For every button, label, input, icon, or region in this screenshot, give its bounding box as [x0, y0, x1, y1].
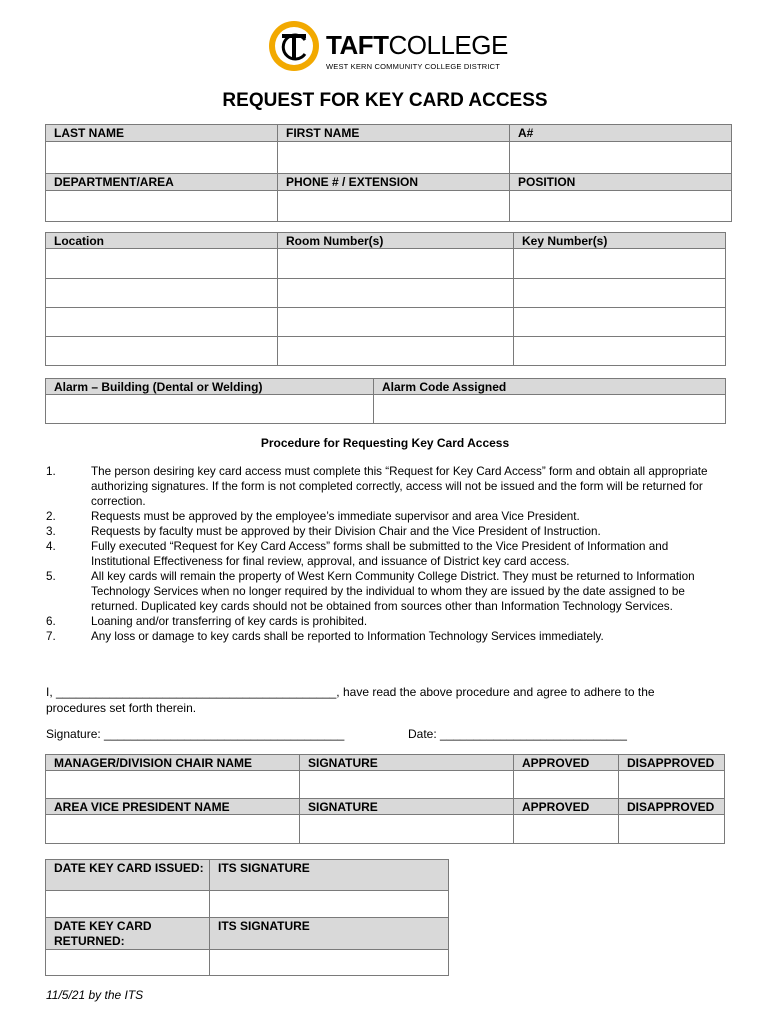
- last-name-field[interactable]: [46, 142, 278, 174]
- key-number-field[interactable]: [514, 308, 726, 337]
- location-field[interactable]: [46, 308, 278, 337]
- vp-disapproved-field[interactable]: [619, 815, 725, 844]
- its-signature-issued-field[interactable]: [210, 891, 449, 918]
- approval-table: [45, 754, 725, 844]
- procedure-item: 6. Loaning and/or transferring of key cards is prohibited.: [46, 615, 368, 628]
- agreement-line-continued: procedures set forth therein.: [46, 701, 197, 715]
- phone-field[interactable]: [278, 191, 510, 222]
- alarm-building-label: Alarm – Building (Dental or Welding): [46, 379, 374, 395]
- date-returned-label: DATE KEY CARD RETURNED:: [46, 918, 210, 950]
- location-field[interactable]: [46, 279, 278, 308]
- first-name-field[interactable]: [278, 142, 510, 174]
- a-number-field[interactable]: [510, 142, 732, 174]
- room-number-field[interactable]: [278, 337, 514, 366]
- phone-label: PHONE # / EXTENSION: [278, 174, 510, 191]
- date-returned-field[interactable]: [46, 950, 210, 976]
- vp-name-label: AREA VICE PRESIDENT NAME: [46, 799, 300, 815]
- room-number-field[interactable]: [278, 308, 514, 337]
- its-table: [45, 859, 449, 976]
- procedure-item: 3. Requests by faculty must be approved by their Division Chair and the Vice President of Instruction.: [46, 525, 601, 538]
- its-signature-returned-label: ITS SIGNATURE: [210, 918, 449, 950]
- footer-revision-note: 11/5/21 by the ITS: [46, 988, 144, 1002]
- its-signature-issued-label: ITS SIGNATURE: [210, 860, 449, 891]
- manager-approved-label: APPROVED: [514, 755, 619, 771]
- key-number-field[interactable]: [514, 279, 726, 308]
- department-label: DEPARTMENT/AREA: [46, 174, 278, 191]
- room-number-field[interactable]: [278, 279, 514, 308]
- date-line[interactable]: Date: ____________________________: [408, 727, 627, 741]
- first-name-label: FIRST NAME: [278, 125, 510, 142]
- alarm-code-field[interactable]: [374, 395, 726, 424]
- taft-college-seal-icon: [268, 20, 320, 72]
- manager-name-field[interactable]: [46, 771, 300, 799]
- location-table: [45, 232, 726, 366]
- signature-line[interactable]: Signature: ____________________________________: [46, 727, 345, 741]
- manager-name-label: MANAGER/DIVISION CHAIR NAME: [46, 755, 300, 771]
- alarm-building-field[interactable]: [46, 395, 374, 424]
- procedure-title: Procedure for Requesting Key Card Access: [260, 436, 510, 450]
- last-name-label: LAST NAME: [46, 125, 278, 142]
- procedure-item: 4. Fully executed “Request for Key Card Access” forms shall be submitted to the Vice President of Information and Institutional Effectiveness for final review, approval, and issuance of District key card access.: [46, 540, 669, 568]
- logo-wordmark: TAFTCOLLEGE: [326, 30, 508, 60]
- date-issued-field[interactable]: [46, 891, 210, 918]
- its-signature-returned-field[interactable]: [210, 950, 449, 976]
- date-issued-label: DATE KEY CARD ISSUED:: [46, 860, 210, 891]
- procedure-item: 7. Any loss or damage to key cards shall be reported to Information Technology Services immediately.: [46, 630, 604, 643]
- key-number-field[interactable]: [514, 337, 726, 366]
- manager-disapproved-field[interactable]: [619, 771, 725, 799]
- manager-signature-label: SIGNATURE: [300, 755, 514, 771]
- manager-disapproved-label: DISAPPROVED: [619, 755, 725, 771]
- employee-info-table: [45, 124, 732, 222]
- manager-approved-field[interactable]: [514, 771, 619, 799]
- vp-signature-label: SIGNATURE: [300, 799, 514, 815]
- vp-approved-label: APPROVED: [514, 799, 619, 815]
- manager-signature-field[interactable]: [300, 771, 514, 799]
- key-number-field[interactable]: [514, 249, 726, 279]
- procedure-list: [46, 464, 726, 644]
- vp-signature-field[interactable]: [300, 815, 514, 844]
- a-number-label: A#: [510, 125, 732, 142]
- vp-approved-field[interactable]: [514, 815, 619, 844]
- location-label: Location: [46, 233, 278, 249]
- location-field[interactable]: [46, 249, 278, 279]
- logo-subtitle: WEST KERN COMMUNITY COLLEGE DISTRICT: [326, 62, 501, 71]
- position-field[interactable]: [510, 191, 732, 222]
- room-number-field[interactable]: [278, 249, 514, 279]
- college-logo: [268, 20, 508, 76]
- alarm-table: [45, 378, 726, 424]
- agreement-line: I, __________________________________________, have read the above procedure and agree to adhere to the: [46, 685, 655, 699]
- location-field[interactable]: [46, 337, 278, 366]
- vp-disapproved-label: DISAPPROVED: [619, 799, 725, 815]
- alarm-code-label: Alarm Code Assigned: [374, 379, 726, 395]
- procedure-item: 5. All key cards will remain the property of West Kern Community College District. They must be returned to Information Technology Services when no longer required by the individual to whom they are issued by the date assigned to be returned. Duplicated key cards should not be obtained from sources other than Information Technology Services.: [46, 570, 695, 613]
- department-field[interactable]: [46, 191, 278, 222]
- procedure-item: 2. Requests must be approved by the employee’s immediate supervisor and area Vice President.: [46, 510, 580, 523]
- position-label: POSITION: [510, 174, 732, 191]
- room-number-label: Room Number(s): [278, 233, 514, 249]
- vp-name-field[interactable]: [46, 815, 300, 844]
- procedure-item: 1. The person desiring key card access must complete this “Request for Key Card Access” form and obtain all appropriate authorizing signatures. If the form is not completed correctly, access will not be issued and the form will be returned for correction.: [46, 465, 708, 508]
- key-number-label: Key Number(s): [514, 233, 726, 249]
- form-title: REQUEST FOR KEY CARD ACCESS: [222, 90, 548, 111]
